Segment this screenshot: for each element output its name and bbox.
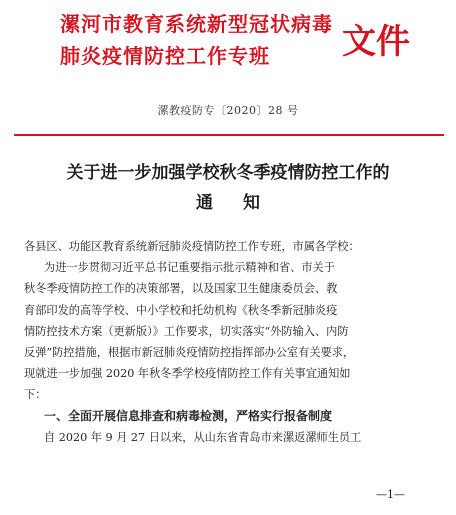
- document-type: 文件: [342, 22, 410, 62]
- title-line-2: 通知: [196, 193, 290, 213]
- document-title: [0, 158, 456, 218]
- org-name-line-2: 肺炎疫情防控工作专班: [60, 44, 270, 68]
- body-line: 育部印发的高等学校、中小学校和托幼机构《秋冬季新冠肺炎疫: [24, 303, 338, 317]
- issuing-organization: [60, 8, 333, 72]
- salutation-line: 各县区、功能区教育系统新冠肺炎疫情防控工作专班，市属各学校：: [24, 240, 360, 253]
- body-line: 自 2020 年 9 月 27 日以来，从山东省青岛市来漯返漯师生员工: [44, 430, 362, 444]
- body-line: 反弹”防控措施，根据市新冠肺炎疫情防控指挥部办公室有关要求，: [24, 346, 355, 360]
- document-body: [24, 236, 436, 448]
- title-line-1: 关于进一步加强学校秋冬季疫情防控工作的: [66, 163, 390, 183]
- body-line: 为进一步贯彻习近平总书记重要指示批示精神和省、市关于: [44, 261, 335, 275]
- red-divider: [14, 134, 444, 136]
- document-number: 漯教疫防专〔2020〕28 号: [157, 104, 299, 117]
- body-line: 情防控技术方案（更新版）》工作要求，切实落实“外防输入、内防: [24, 324, 349, 338]
- section-heading: 一、全面开展信息排查和病毒检测，严格实行报备制度: [44, 408, 333, 423]
- body-line: 秋冬季疫情防控工作的决策部署，以及国家卫生健康委员会、教: [24, 282, 338, 296]
- body-line: 下：: [24, 388, 47, 402]
- body-line: 现就进一步加强 2020 年秋冬季学校疫情防控工作有关事宜通知如: [24, 367, 351, 381]
- org-name-line-1: 漯河市教育系统新型冠状病毒: [60, 12, 333, 36]
- page-number: —1—: [376, 488, 405, 501]
